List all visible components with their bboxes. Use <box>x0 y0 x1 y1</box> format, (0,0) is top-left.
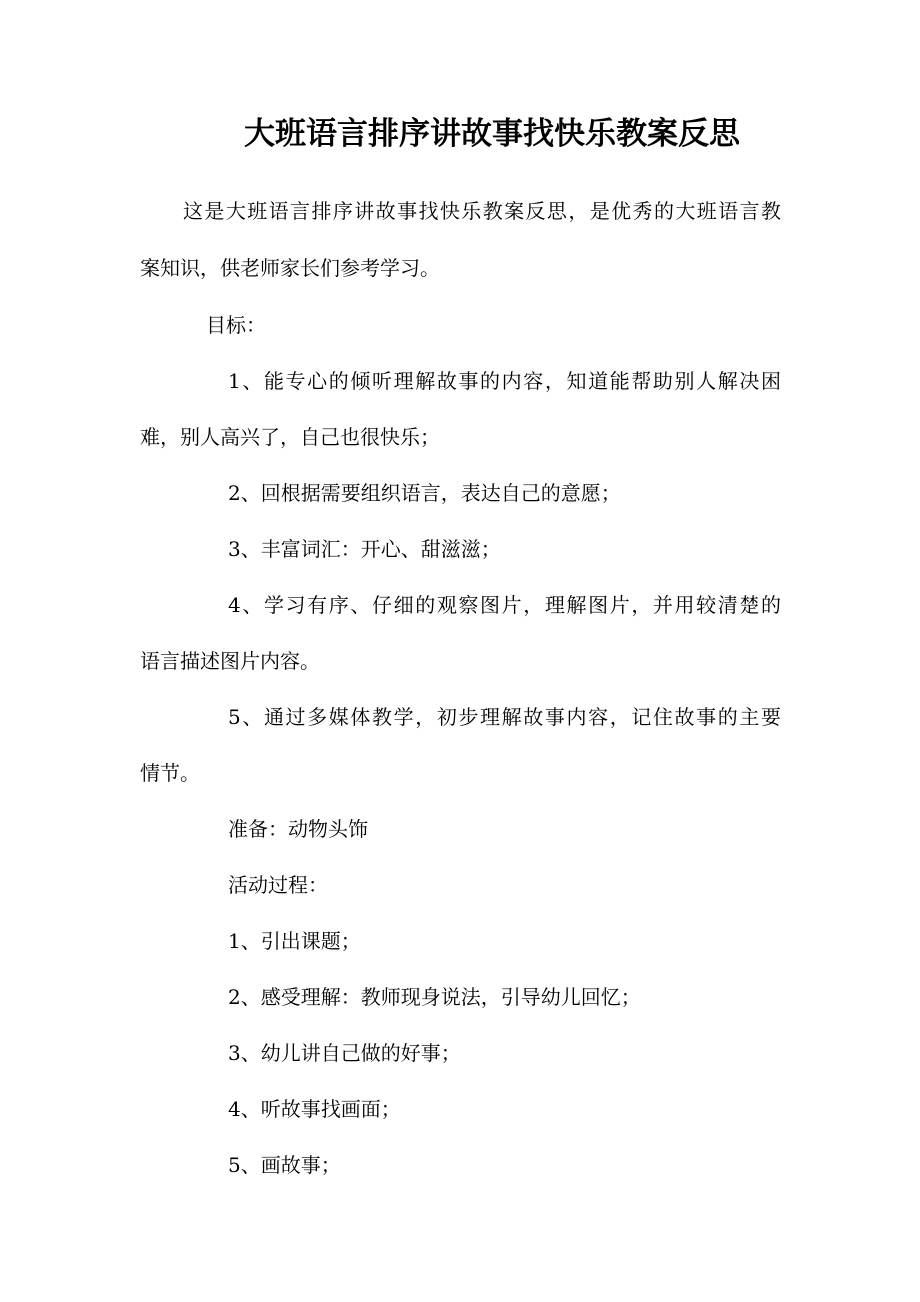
intro-paragraph-line-1: 这是大班语言排序讲故事找快乐教案反思，是优秀的大班语言教 <box>183 199 781 223</box>
goal-3: 3、丰富词汇：开心、甜滋滋； <box>228 537 501 561</box>
intro-paragraph-line-2: 案知识，供老师家长们参考学习。 <box>140 256 440 280</box>
process-step-1: 1、引出课题； <box>228 929 361 953</box>
process-step-5: 5、画故事； <box>228 1153 341 1177</box>
process-step-4: 4、听故事找画面； <box>228 1097 401 1121</box>
goal-4-line-1: 4、学习有序、仔细的观察图片，理解图片，并用较清楚的 <box>228 593 781 617</box>
document-title: 大班语言排序讲故事找快乐教案反思 <box>244 116 740 152</box>
goal-4-line-2: 语言描述图片内容。 <box>140 649 320 673</box>
process-step-3: 3、幼儿讲自己做的好事； <box>228 1041 461 1065</box>
goal-1-line-1: 1、能专心的倾听理解故事的内容，知道能帮助别人解决困 <box>228 369 781 393</box>
preparation-line: 准备：动物头饰 <box>228 817 368 841</box>
process-step-2: 2、感受理解：教师现身说法，引导幼儿回忆； <box>228 985 641 1009</box>
process-heading: 活动过程： <box>228 873 328 897</box>
goal-2: 2、回根据需要组织语言，表达自己的意愿； <box>228 481 621 505</box>
goal-1-line-2: 难，别人高兴了，自己也很快乐； <box>140 425 440 449</box>
goal-5-line-1: 5、通过多媒体教学，初步理解故事内容，记住故事的主要 <box>228 705 781 729</box>
goals-heading: 目标： <box>206 313 266 337</box>
goal-5-line-2: 情节。 <box>140 761 200 785</box>
